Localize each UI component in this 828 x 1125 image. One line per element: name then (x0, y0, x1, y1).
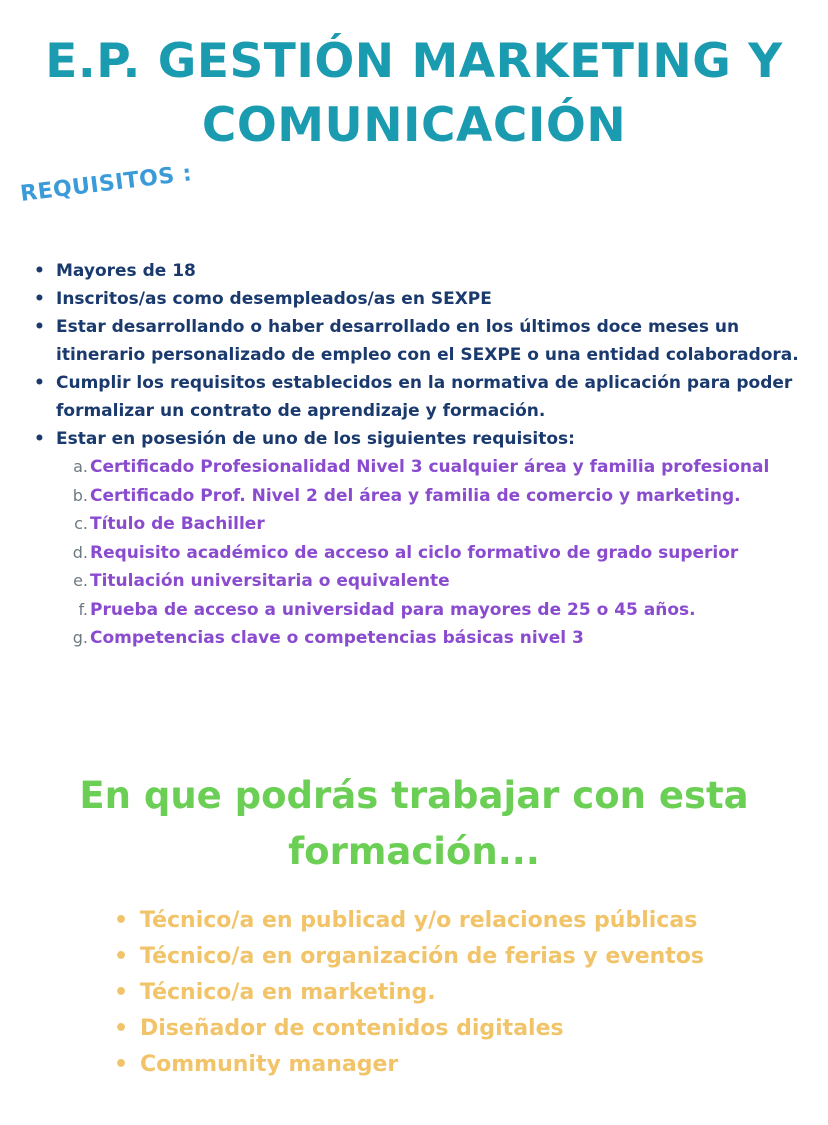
job-text: Técnico/a en publicad y/o relaciones públicas (140, 908, 698, 933)
sub-list-item (56, 482, 810, 511)
title-line-2: COMUNICACIÓN (201, 98, 627, 153)
list-item (30, 257, 810, 285)
sub-list-item (56, 510, 810, 539)
list-item (112, 1011, 704, 1047)
list-item (112, 975, 704, 1011)
work-title-line-1: En que podrás trabajar con esta (79, 774, 749, 817)
list-item (30, 313, 810, 369)
job-text: Community manager (140, 1052, 399, 1077)
work-title-line-2: formación... (288, 830, 540, 873)
sub-item-text: Certificado Profesionalidad Nivel 3 cualquier área y familia profesional (90, 457, 770, 477)
sub-item-text: Prueba de acceso a universidad para mayores de 25 o 45 años. (90, 599, 696, 620)
job-text: Técnico/a en marketing. (140, 980, 436, 1005)
sub-list-item (56, 567, 810, 596)
sub-item-text: Titulación universitaria o equivalente (90, 571, 450, 591)
list-marker: d. (72, 542, 88, 562)
list-marker: g. (72, 628, 88, 647)
list-item (30, 285, 810, 313)
list-marker: a. (73, 457, 88, 476)
requirement-text: Cumplir los requisitos establecidos en la normativa de aplicación para poder formalizar un contrato de aprendizaje y formación. (56, 373, 793, 421)
list-marker: f. (78, 599, 88, 619)
requirements-list (30, 257, 810, 653)
work-section-title (0, 768, 828, 880)
requisitos-label: REQUISITOS : (18, 161, 194, 207)
title-line-1: E.P. GESTIÓN MARKETING Y (45, 34, 783, 89)
page-title (0, 30, 828, 158)
requirement-text: Inscritos/as como desempleados/as en SEXPE (56, 289, 492, 309)
sub-item-text: Requisito académico de acceso al ciclo formativo de grado superior (90, 542, 739, 563)
sub-list-item (56, 596, 810, 625)
sub-list-item (56, 624, 810, 653)
list-item (112, 1047, 704, 1083)
sub-list-item (56, 539, 810, 568)
sub-requirements-list (56, 453, 810, 653)
sub-list-item (56, 453, 810, 482)
requirement-text: Estar desarrollando o haber desarrollado en los últimos doce meses un itinerario personalizado de empleo con el SEXPE o una entidad colaboradora. (56, 317, 799, 365)
list-item (112, 903, 704, 939)
jobs-list (112, 903, 704, 1083)
list-marker: c. (74, 514, 88, 533)
sub-item-text: Certificado Prof. Nivel 2 del área y familia de comercio y marketing. (90, 485, 741, 506)
list-marker: e. (73, 571, 88, 590)
requirement-text: Estar en posesión de uno de los siguientes requisitos: (56, 429, 575, 449)
job-text: Diseñador de contenidos digitales (140, 1016, 564, 1041)
list-marker: b. (72, 485, 88, 505)
list-item (30, 425, 810, 653)
list-item (30, 369, 810, 425)
sub-item-text: Competencias clave o competencias básicas nivel 3 (90, 628, 584, 648)
list-item (112, 939, 704, 975)
sub-item-text: Título de Bachiller (90, 514, 265, 534)
job-text: Técnico/a en organización de ferias y eventos (140, 944, 704, 969)
requirement-text: Mayores de 18 (56, 261, 196, 281)
